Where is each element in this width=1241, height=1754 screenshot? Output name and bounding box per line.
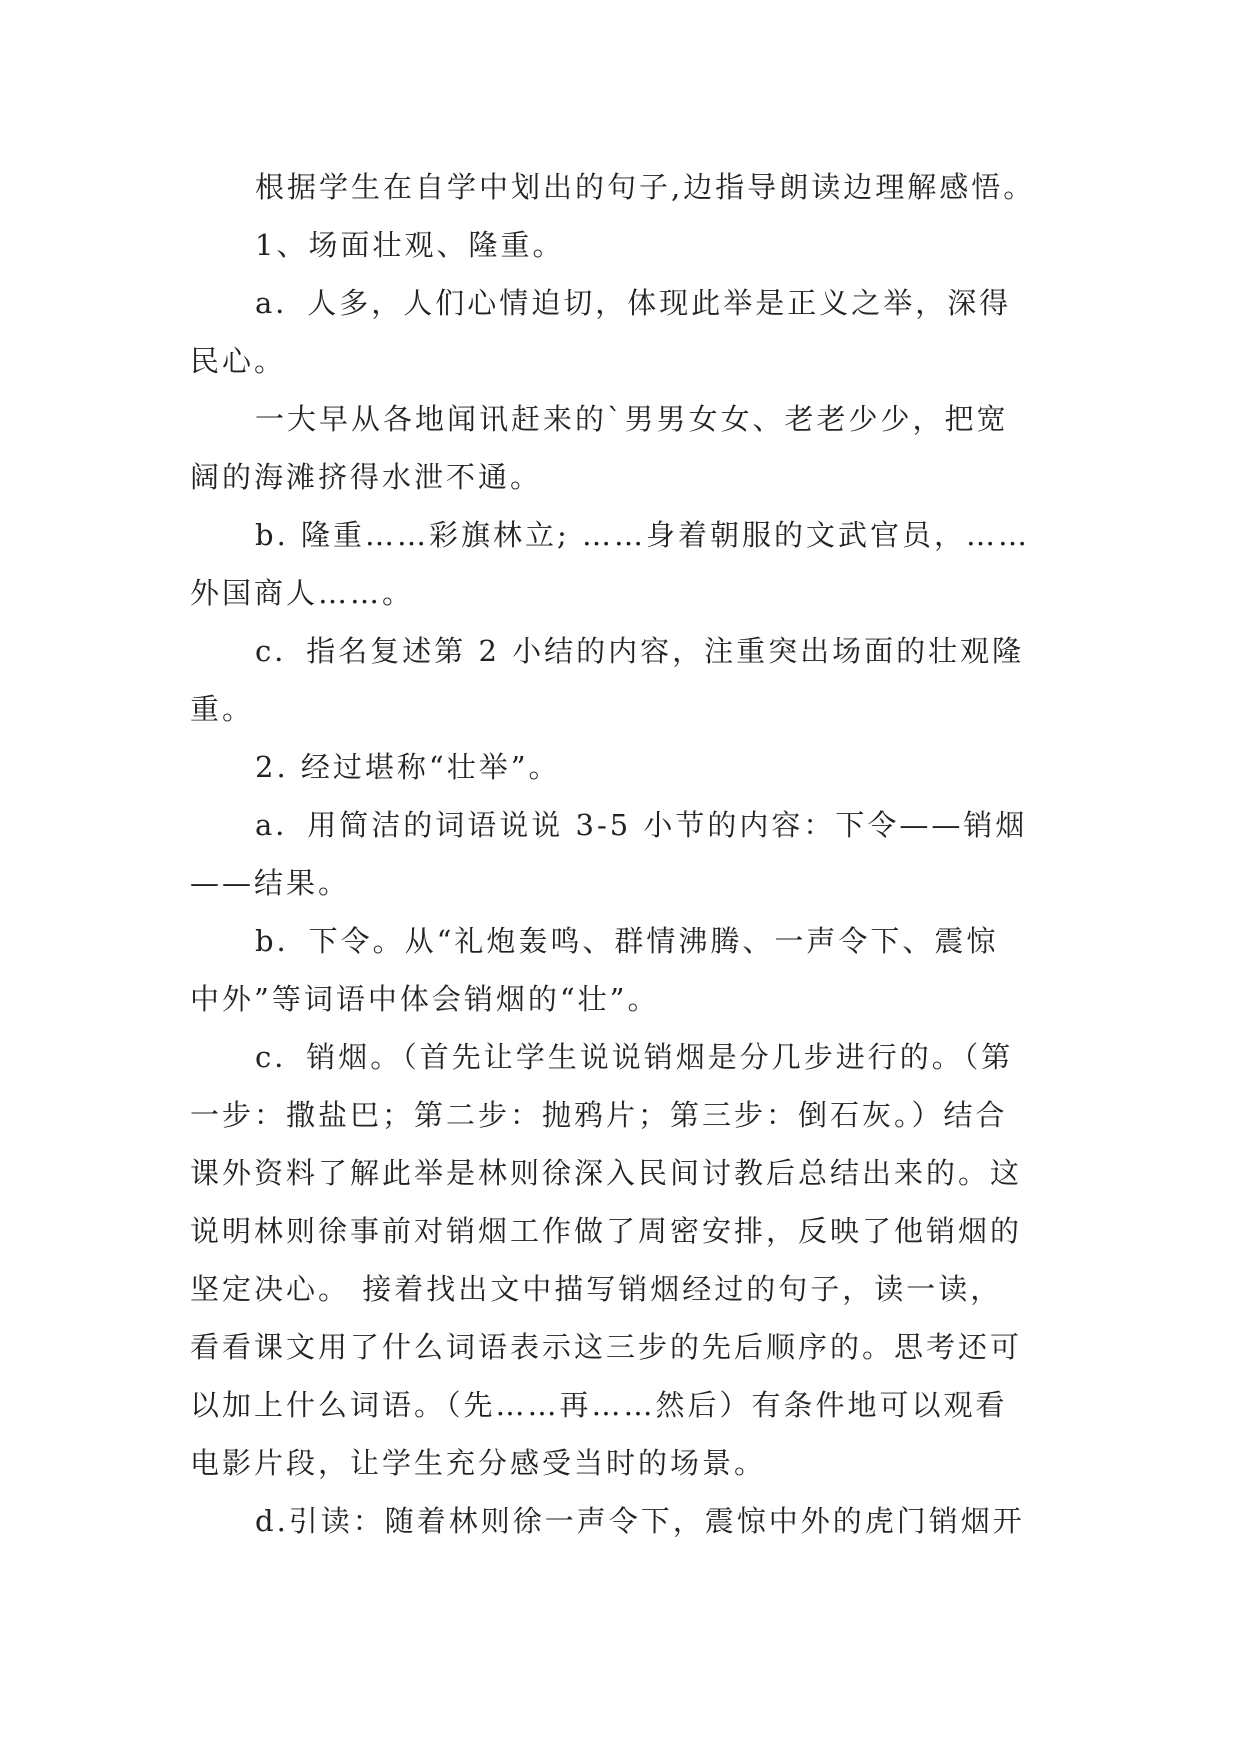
heading-2-line: 2. 经过堪称“壮举”。: [255, 750, 561, 784]
item-2b-line-1: b．下令。从“礼炮轰鸣、群情沸腾、一声令下、震惊: [255, 924, 999, 958]
item-1b-line-2: 外国商人……。: [190, 576, 415, 610]
quote-1a-line-1: 一大早从各地闻讯赶来的`男男女女、老老少少，把宽: [255, 402, 1009, 436]
item-2c-line-1: c．销烟。（首先让学生说说销烟是分几步进行的。（第: [255, 1040, 1014, 1074]
item-2c-line-2: 一步：撒盐巴；第二步：抛鸦片；第三步：倒石灰。）结合: [190, 1098, 1008, 1132]
item-1c-line-2: 重。: [190, 692, 255, 726]
item-1a-line-1: a．人多，人们心情迫切，体现此举是正义之举，深得: [255, 286, 1012, 320]
item-1a-line-2: 民心。: [190, 344, 287, 378]
item-2c-line-3: 课外资料了解此举是林则徐深入民间讨教后总结出来的。这: [190, 1156, 1023, 1190]
item-2c-line-8: 电影片段，让学生充分感受当时的场景。: [190, 1446, 767, 1480]
item-2c-line-6: 看看课文用了什么词语表示这三步的先后顺序的。思考还可: [190, 1330, 1023, 1364]
item-2c-line-4: 说明林则徐事前对销烟工作做了周密安排，反映了他销烟的: [190, 1214, 1023, 1248]
item-2a-line-1: a．用简洁的词语说说 3-5 小节的内容：下令——销烟: [255, 808, 1028, 842]
item-2d-line-1: d.引读：随着林则徐一声令下，震惊中外的虎门销烟开: [255, 1504, 1025, 1538]
item-2b-line-2: 中外”等词语中体会销烟的“壮”。: [190, 982, 660, 1016]
item-2c-line-5: 坚定决心。 接着找出文中描写销烟经过的句子，读一读，: [190, 1272, 1003, 1306]
heading-1-line: 1、场面壮观、隆重。: [255, 228, 565, 262]
item-2c-line-7: 以加上什么词语。（先……再……然后）有条件地可以观看: [190, 1388, 1008, 1422]
item-1c-line-1: c．指名复述第 2 小结的内容，注重突出场面的壮观隆: [255, 634, 1025, 668]
item-1b-line-1: b. 隆重……彩旗林立; ……身着朝服的文武官员，……: [255, 518, 1030, 552]
quote-1a-line-2: 阔的海滩挤得水泄不通。: [190, 460, 543, 494]
paragraph-intro-line: 根据学生在自学中划出的句子,边指导朗读边理解感悟。: [255, 170, 1036, 204]
item-2a-line-2: ——结果。: [190, 866, 351, 900]
